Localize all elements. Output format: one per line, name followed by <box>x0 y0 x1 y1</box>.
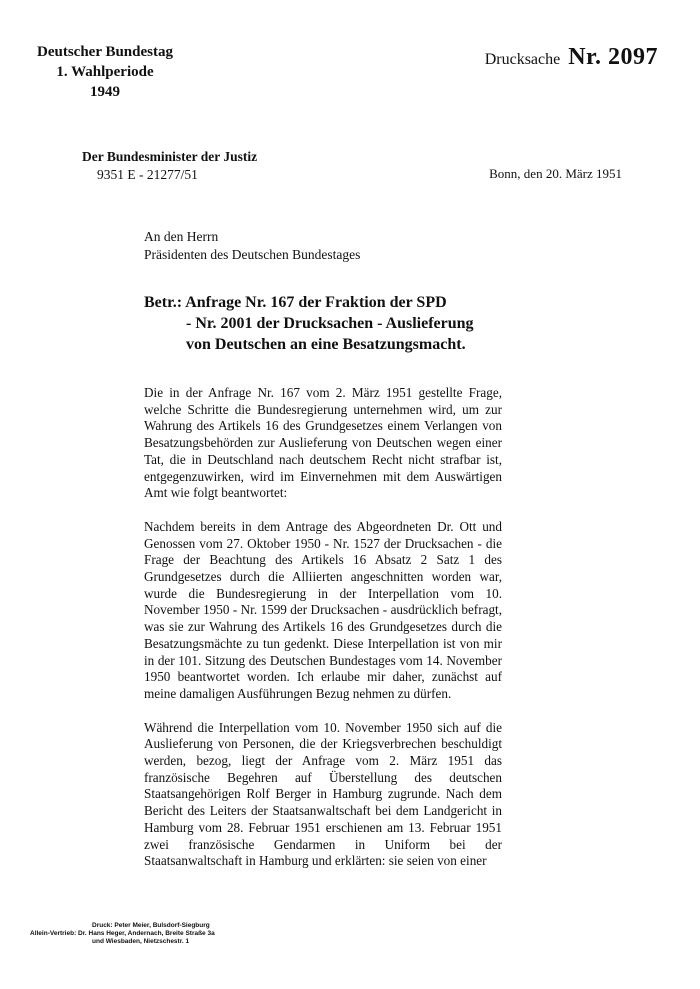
subject-block <box>144 292 474 355</box>
subject-prefix: Betr.: <box>144 294 183 311</box>
subject-line: Anfrage Nr. 167 der Fraktion der SPD <box>185 294 447 311</box>
parliament-header <box>30 42 180 102</box>
drucksache-number-block <box>485 44 658 71</box>
imprint-line: Allein-Vertrieb: Dr. Hans Heger, Andernach, Breite Straße 3a <box>30 930 215 937</box>
subject-line: von Deutschen an eine Besatzungsmacht. <box>186 336 466 353</box>
imprint-line: und Wiesbaden, Nietzschestr. 1 <box>92 938 190 945</box>
printer-imprint <box>30 922 215 946</box>
body-paragraph: Nachdem bereits in dem Antrage des Abgeordneten Dr. Ott und Genossen vom 27. Oktober 1950 - Nr. 1527 der Drucksachen - die Frage der Beachtung des Artikels 16 Absatz 2 Satz 1 des Grundgesetzes durch die Alliierten angeschnitten worden war, wurde die Bundesregierung in der Interpellation vom 10. November 1950 - Nr. 1599 der Drucksachen - ausdrücklich befragt, was sie zur Wahrung des Artikels 16 des Grundgesetzes durch die Besatzungsmächte zu tun gedenkt. Diese Interpellation ist von mir in der 101. Sitzung des Deutschen Bundestages vom 14. November 1950 beantwortet worden. Ich erlaube mir daher, zunächst auf meine damaligen Ausführungen Bezug nehmen zu dürfen. <box>144 518 502 701</box>
parliament-name: Deutscher Bundestag <box>37 44 173 60</box>
body-paragraph: Die in der Anfrage Nr. 167 vom 2. März 1951 gestellte Frage, welche Schritte die Bundesregierung unternehmen wird, um zur Wahrung des Artikels 16 des Grundgesetzes einem Verlangen von Besatzungsbehörden zur Auslieferung von Deutschen wegen einer Tat, die in Deutschland nach deutschem Recht nicht strafbar ist, entgegenzuwirken, wird im Einvernehmen mit dem Auswärtigen Amt wie folgt beantwortet: <box>144 385 502 501</box>
place-date: Bonn, den 20. März 1951 <box>489 166 622 181</box>
subject-line: - Nr. 2001 der Drucksachen - Auslieferung <box>186 315 474 332</box>
imprint-line: Druck: Peter Meier, Bulsdorf-Siegburg <box>92 922 210 929</box>
sender-block <box>82 148 257 184</box>
addressee-line: Präsidenten des Deutschen Bundestages <box>144 247 361 262</box>
sender-title: Der Bundesminister der Justiz <box>82 149 258 164</box>
addressee-line: An den Herrn <box>144 229 219 244</box>
body-paragraph: Während die Interpellation vom 10. November 1950 sich auf die Auslieferung von Personen, die der Kriegsverbrechen beschuldigt werden, bezog, liegt der Anfrage vom 2. März 1951 das französische Begehren auf Überstellung des deutschen Staatsangehörigen Rolf Berger in Hamburg zugrunde. Nach dem Bericht des Leiters der Staatsanwaltschaft bei dem Landgericht in Hamburg vom 28. Februar 1951 erschienen am 13. Februar 1951 zwei französische Gendarmen in Uniform bei der Staatsanwaltschaft in Hamburg und erklärten: sie seien von einer <box>144 719 502 869</box>
addressee-block <box>144 228 360 264</box>
letter-body <box>144 385 502 887</box>
drucksache-number: Nr. 2097 <box>568 44 658 70</box>
file-reference: 9351 E - 21277/51 <box>97 167 198 182</box>
header-year: 1949 <box>90 84 120 100</box>
drucksache-label: Drucksache <box>484 51 561 68</box>
electoral-period: 1. Wahlperiode <box>56 64 154 80</box>
